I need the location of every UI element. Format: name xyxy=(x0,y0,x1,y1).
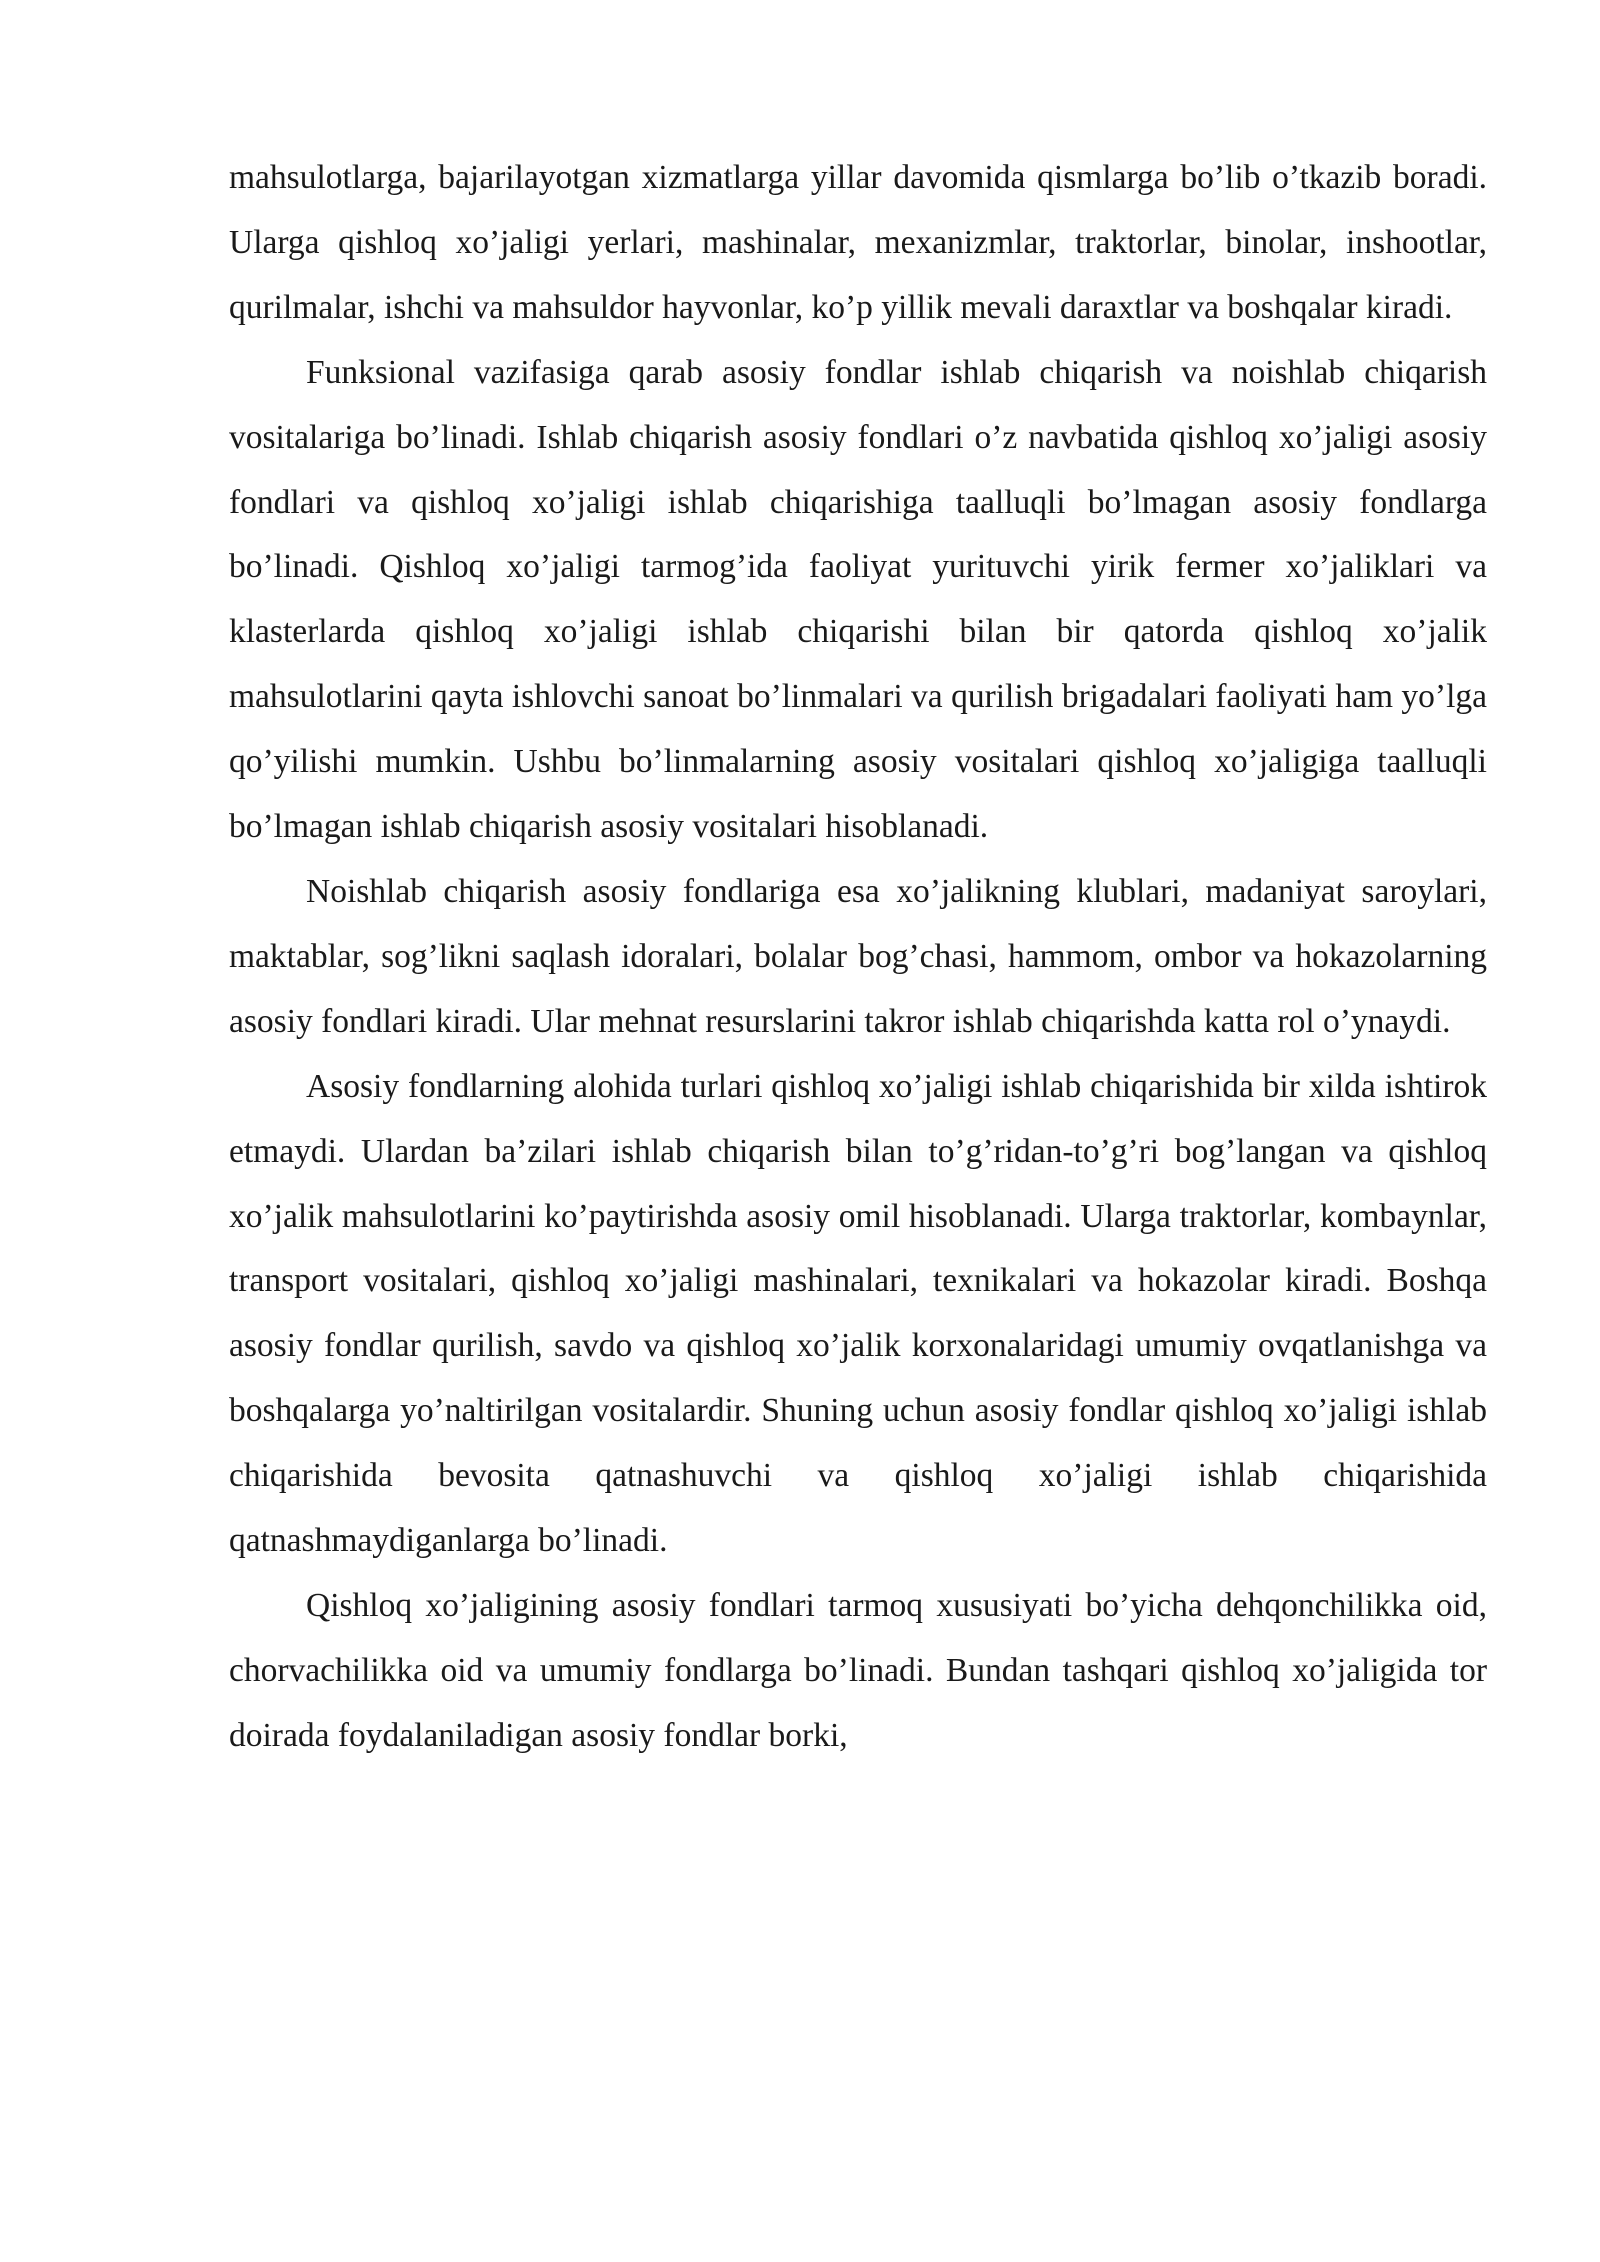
paragraph-4: Asosiy fondlarning alohida turlari qishloq xo’jaligi ishlab chiqarishida bir xilda ishtirok etmaydi. Ulardan ba’zilari ishlab chiqarish bilan to’g’ridan-to’g’ri bog’langan va qishloq xo’jalik mahsulotlarini ko’paytirishda asosiy omil hisoblanadi. Ularga traktorlar, kombaynlar, transport vositalari, qishloq xo’jaligi mashinalari, texnikalari va hokazolar kiradi. Boshqa asosiy fondlar qurilish, savdo va qishloq xo’jalik korxonalaridagi umumiy ovqatlanishga va boshqalarga yo’naltirilgan vositalardir. Shuning uchun asosiy fondlar qishloq xo’jaligi ishlab chiqarishida bevosita qatnashuvchi va qishloq xo’jaligi ishlab chiqarishida qatnashmaydiganlarga bo’linadi. xyxy=(229,1067,1487,1560)
paragraph-5: Qishloq xo’jaligining asosiy fondlari tarmoq xususiyati bo’yicha dehqonchilikka oid, chorvachilikka oid va umumiy fondlarga bo’linadi. Bundan tashqari qishloq xo’jaligida tor doirada foydalaniladigan asosiy fondlar borki, xyxy=(229,1586,1487,1754)
paragraph-1: mahsulotlarga, bajarilayotgan xizmatlarga yillar davomida qismlarga bo’lib o’tkazib boradi. Ularga qishloq xo’jaligi yerlari, mashinalar, mexanizmlar, traktorlar, binolar, inshootlar, qurilmalar, ishchi va mahsuldor hayvonlar, ko’p yillik mevali daraxtlar va boshqalar kiradi. xyxy=(229,159,1487,326)
paragraph-2: Funksional vazifasiga qarab asosiy fondlar ishlab chiqarish va noishlab chiqarish vositalariga bo’linadi. Ishlab chiqarish asosiy fondlari o’z navbatida qishloq xo’jaligi asosiy fondlari va qishloq xo’jaligi ishlab chiqarishiga taalluqli bo’lmagan asosiy fondlarga bo’linadi. Qishloq xo’jaligi tarmog’ida faoliyat yurituvchi yirik fermer xo’jaliklari va klasterlarda qishloq xo’jaligi ishlab chiqarishi bilan bir qatorda qishloq xo’jalik mahsulotlarini qayta ishlovchi sanoat bo’linmalari va qurilish brigadalari faoliyati ham yo’lga qo’yilishi mumkin. Ushbu bo’linmalarning asosiy vositalari qishloq xo’jaligiga taalluqli bo’lmagan ishlab chiqarish asosiy vositalari hisoblanadi. xyxy=(229,353,1487,846)
document-body xyxy=(229,146,1487,1769)
paragraph-3: Noishlab chiqarish asosiy fondlariga esa xo’jalikning klublari, madaniyat saroylari, maktablar, sog’likni saqlash idoralari, bolalar bog’chasi, hammom, ombor va hokazolarning asosiy fondlari kiradi. Ular mehnat resurslarini takror ishlab chiqarishda katta rol o’ynaydi. xyxy=(229,872,1487,1040)
